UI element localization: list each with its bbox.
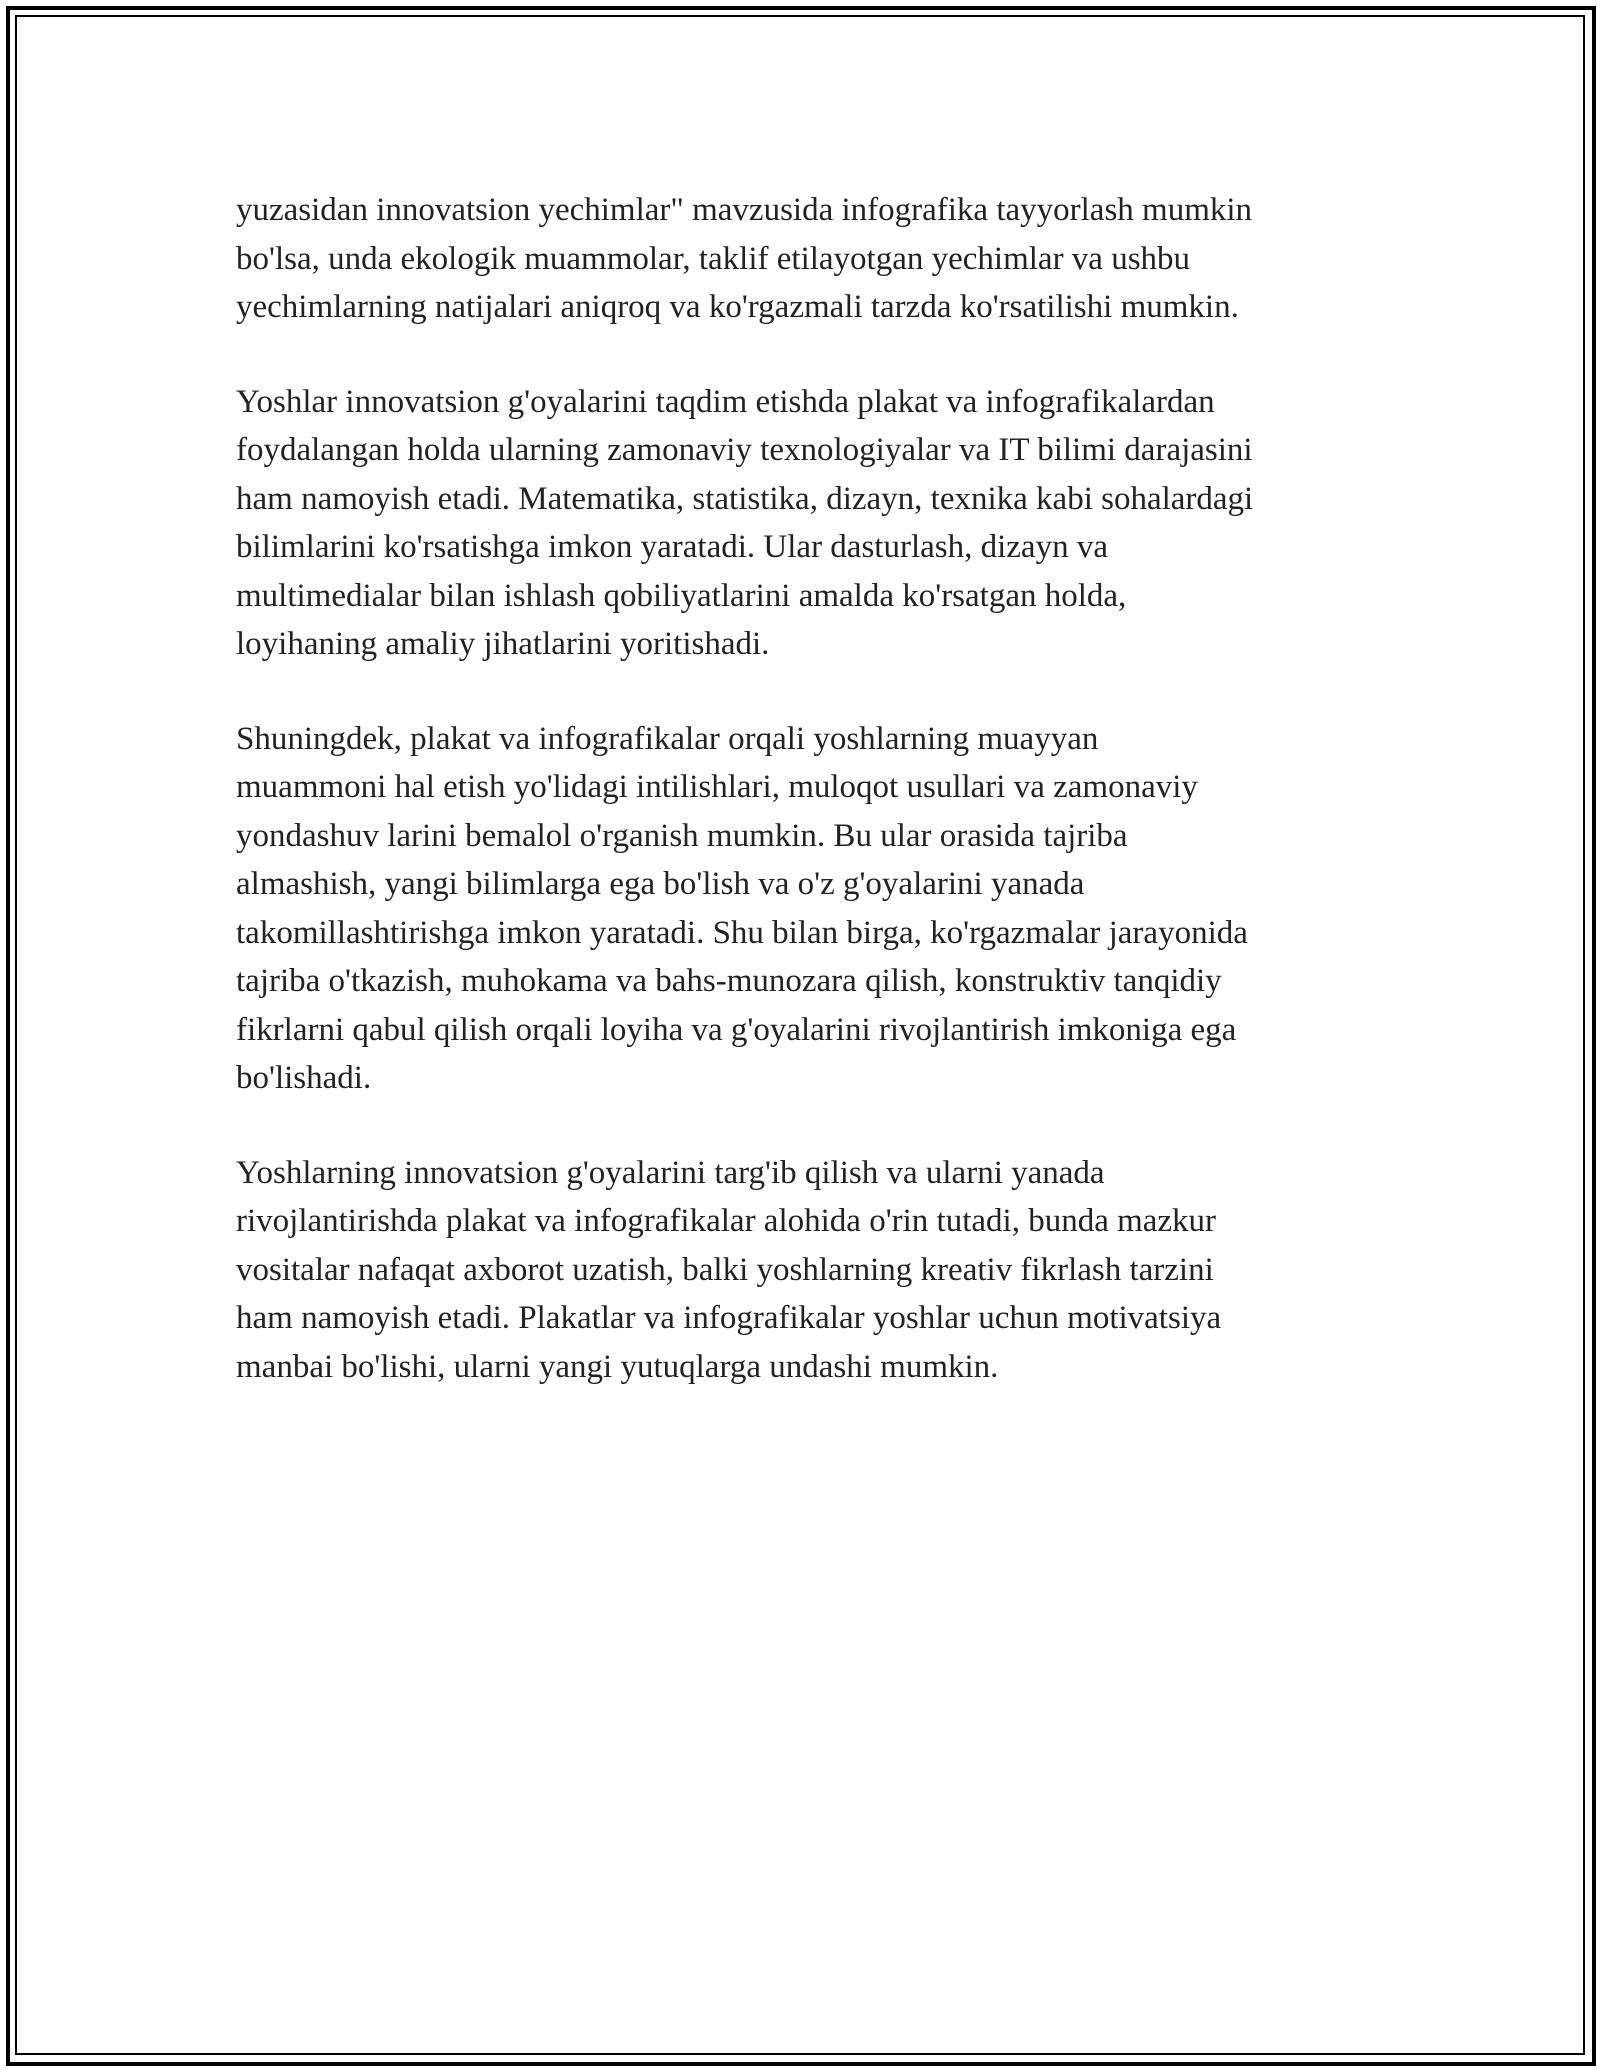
text-line: multimedialar bilan ishlash qobiliyatlarini amalda ko'rsatgan holda, (236, 577, 1127, 614)
text-line: yechimlarning natijalari aniqroq va ko'rgazmali tarzda ko'rsatilishi mumkin. (236, 289, 1239, 325)
paragraph (236, 715, 1386, 1103)
paragraph (236, 186, 1386, 332)
document-body (236, 186, 1386, 1437)
text-line: rivojlantirishda plakat va infografikalar alohida o'rin tutadi, bunda mazkur (236, 1203, 1217, 1239)
text-line: manbai bo'lishi, ularni yangi yutuqlarga undashi mumkin. (236, 1348, 999, 1385)
text-line: almashish, yangi bilimlarga ega bo'lish va o'z g'oyalarini yanada (236, 866, 1085, 902)
text-line: fikrlarni qabul qilish orqali loyiha va g'oyalarini rivojlantirish imkoniga ega (236, 1011, 1237, 1048)
text-line: bo'lishadi. (236, 1060, 372, 1096)
text-line: Yoshlar innovatsion g'oyalarini taqdim etishda plakat va infografikalardan (236, 383, 1215, 420)
text-line: bilimlarini ko'rsatishga imkon yaratadi. Ular dasturlash, dizayn va (236, 529, 1108, 565)
text-line: yuzasidan innovatsion yechimlar" mavzusida infografika tayyorlash mumkin (236, 192, 1253, 228)
paragraph (236, 1149, 1386, 1392)
text-line: yondashuv larini bemalol o'rganish mumkin. Bu ular orasida tajriba (236, 817, 1128, 854)
text-line: vositalar nafaqat axborot uzatish, balki yoshlarning kreativ fikrlash tarzini (236, 1251, 1214, 1288)
text-line: bo'lsa, unda ekologik muammolar, taklif etilayotgan yechimlar va ushbu (236, 240, 1191, 277)
text-line: ham namoyish etadi. Plakatlar va infografikalar yoshlar uchun motivatsiya (236, 1300, 1222, 1336)
text-line: ham namoyish etadi. Matematika, statistika, dizayn, texnika kabi sohalardagi (236, 480, 1254, 517)
text-line: foydalangan holda ularning zamonaviy texnologiyalar va IT bilimi darajasini (236, 432, 1253, 468)
text-line: muammoni hal etish yo'lidagi intilishlari, muloqot usullari va zamonaviy (236, 769, 1198, 805)
paragraph (236, 378, 1386, 669)
text-line: tajriba o'tkazish, muhokama va bahs-munozara qilish, konstruktiv tanqidiy (236, 963, 1222, 999)
text-line: takomillashtirishga imkon yaratadi. Shu bilan birga, ko'rgazmalar jarayonida (236, 914, 1248, 951)
text-line: Shuningdek, plakat va infografikalar orqali yoshlarning muayyan (236, 720, 1099, 757)
text-line: loyihaning amaliy jihatlarini yoritishadi. (236, 626, 770, 662)
text-line: Yoshlarning innovatsion g'oyalarini targ'ib qilish va ularni yanada (236, 1154, 1105, 1191)
